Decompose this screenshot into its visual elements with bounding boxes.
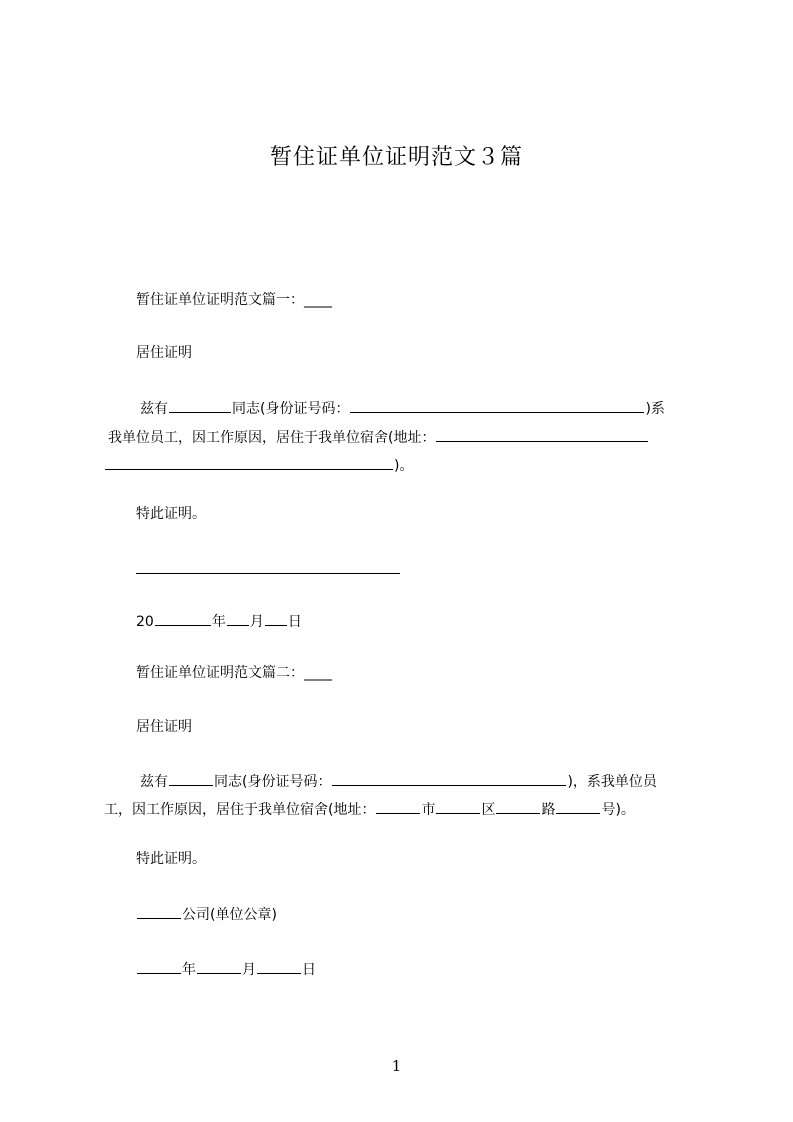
text-segment: 年: [211, 614, 226, 630]
company-blank: [137, 906, 181, 919]
text-segment: 区: [481, 802, 496, 818]
month-blank: [197, 961, 241, 974]
text-segment: 同志(身份证号码：: [214, 774, 332, 790]
month-blank: [227, 613, 249, 626]
section2-paragraph-line1: [140, 773, 657, 789]
text-segment: 我单位员工，因工作原因，居住于我单位宿舍(地址：: [108, 430, 436, 446]
text-segment: 日: [287, 614, 302, 630]
page-number: 1: [391, 1057, 402, 1075]
text-segment: 日: [302, 962, 316, 978]
section2-date: [136, 961, 316, 977]
text-segment: )。: [394, 458, 414, 474]
id-number-blank: [350, 400, 644, 413]
text-segment: 路: [541, 802, 556, 818]
text-segment: )，系我单位员: [567, 774, 657, 790]
city-blank: [376, 801, 420, 814]
year-blank: [137, 961, 181, 974]
number-blank: [556, 801, 600, 814]
road-blank: [496, 801, 540, 814]
name-blank: [169, 400, 231, 413]
day-blank: [257, 961, 301, 974]
text-segment: 月: [242, 962, 256, 978]
text-segment: 20: [136, 614, 154, 630]
section2-heading: 暂住证单位证明范文篇二：____: [136, 665, 332, 681]
text-segment: 工，因工作原因，居住于我单位宿舍(地址：: [104, 802, 376, 818]
day-blank: [265, 613, 287, 626]
id-number-blank: [332, 773, 566, 786]
text-segment: 号)。: [601, 802, 635, 818]
text-segment: 月: [249, 614, 264, 630]
name-blank: [169, 773, 213, 786]
signature-line: [136, 573, 400, 574]
text-segment: 公司(单位公章): [182, 907, 277, 923]
section2-paragraph-line2: [104, 801, 635, 817]
section1-date: [136, 613, 302, 629]
text-segment: 同志(身份证号码：: [232, 401, 350, 417]
district-blank: [436, 801, 480, 814]
section1-paragraph-line1: [140, 400, 665, 416]
text-segment: 市: [421, 802, 436, 818]
address-blank-continued: [105, 457, 393, 470]
section1-closing: 特此证明。: [136, 506, 206, 522]
section1-subheading: 居住证明: [136, 345, 192, 361]
text-segment: 兹有: [140, 401, 168, 417]
section1-paragraph-line2: [108, 429, 649, 445]
section1-paragraph-line3: [104, 457, 413, 473]
text-segment: 兹有: [140, 774, 168, 790]
section2-company-seal: [136, 906, 277, 922]
section2-closing: 特此证明。: [136, 851, 206, 867]
address-blank: [436, 429, 648, 442]
year-blank: [155, 613, 211, 626]
text-segment: 年: [182, 962, 196, 978]
section1-heading: 暂住证单位证明范文篇一：____: [136, 292, 332, 308]
text-segment: )系: [645, 401, 665, 417]
document-title: 暂住证单位证明范文３篇: [269, 145, 523, 170]
section2-subheading: 居住证明: [136, 719, 192, 735]
